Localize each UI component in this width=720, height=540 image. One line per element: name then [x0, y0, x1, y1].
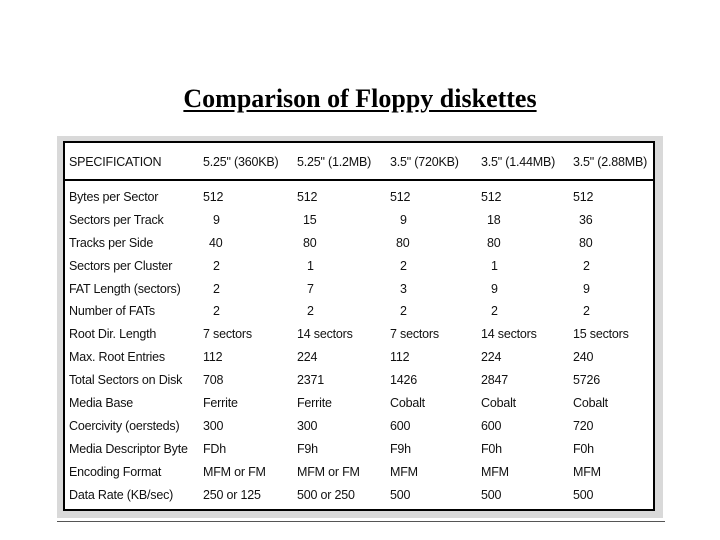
table-cell: 300 [297, 418, 318, 433]
table-cell: 2 [583, 304, 590, 319]
row-label: Tracks per Side [69, 235, 154, 250]
table-cell: 9 [400, 212, 407, 227]
table-row [65, 233, 653, 256]
table-cell: 14 sectors [481, 327, 537, 342]
comparison-table [63, 141, 655, 511]
table-cell: 7 sectors [203, 327, 252, 342]
header-cell-525-360kb: 5.25" (360KB) [203, 155, 279, 169]
row-label: Root Dir. Length [69, 327, 157, 342]
table-cell: F0h [573, 441, 594, 456]
table-cell: 9 [583, 281, 590, 296]
table-cell: 600 [481, 418, 502, 433]
table-cell: 9 [213, 212, 220, 227]
table-cell: F9h [390, 441, 411, 456]
table-cell: 2371 [297, 373, 325, 388]
table-cell: 15 sectors [573, 327, 629, 342]
table-cell: 2 [583, 258, 590, 273]
table-cell: 720 [573, 418, 594, 433]
table-row [65, 279, 653, 302]
table-cell: 7 [307, 281, 314, 296]
table-cell: 80 [579, 235, 593, 250]
row-label: Sectors per Cluster [69, 258, 173, 273]
table-cell: 2 [213, 304, 220, 319]
table-cell: 500 [390, 487, 411, 502]
row-label: Media Descriptor Byte [69, 441, 188, 456]
table-cell: 2847 [481, 373, 509, 388]
table-cell: 5726 [573, 373, 601, 388]
row-label: Total Sectors on Disk [69, 373, 183, 388]
table-cell: 600 [390, 418, 411, 433]
table-cell: Cobalt [573, 396, 608, 411]
row-label: Encoding Format [69, 464, 162, 479]
table-cell: 512 [573, 190, 594, 204]
table-cell: 512 [390, 190, 411, 204]
table-cell: 3 [400, 281, 407, 296]
table-cell: 500 [573, 487, 594, 502]
page-title-text: Comparison of Floppy diskettes [183, 84, 537, 113]
table-row [65, 439, 653, 462]
table-cell: 112 [203, 350, 223, 365]
table-row [65, 416, 653, 439]
table-cell: 9 [491, 281, 498, 296]
table-cell: 2 [400, 304, 407, 319]
table-cell: 1 [491, 258, 498, 273]
table-cell: 80 [396, 235, 410, 250]
table-cell: FDh [203, 441, 227, 456]
table-cell: MFM or FM [203, 464, 266, 479]
table-cell: F9h [297, 441, 318, 456]
table-cell: 512 [297, 190, 318, 204]
table-cell: 1426 [390, 373, 418, 388]
table-row [65, 393, 653, 416]
table-cell: 224 [297, 350, 318, 365]
table-cell: 80 [487, 235, 501, 250]
row-label: Sectors per Track [69, 212, 164, 227]
row-label: Number of FATs [69, 304, 155, 319]
table-row [65, 210, 653, 233]
table-cell: MFM or FM [297, 464, 360, 479]
table-row [65, 462, 653, 485]
table-cell: Cobalt [481, 396, 516, 411]
row-label: Coercivity (oersteds) [69, 418, 180, 433]
bottom-divider [57, 521, 665, 522]
table-cell: 36 [579, 212, 593, 227]
table-cell: 512 [203, 190, 224, 204]
table-row [65, 301, 653, 324]
table-cell: 2 [213, 258, 220, 273]
table-cell: 40 [209, 235, 223, 250]
table-cell: 500 [481, 487, 502, 502]
table-cell: MFM [481, 464, 509, 479]
table-cell: Ferrite [203, 396, 238, 411]
table-row [65, 485, 653, 508]
table-cell: 224 [481, 350, 502, 365]
table-cell: 240 [573, 350, 594, 365]
row-label: FAT Length (sectors) [69, 281, 181, 296]
table-cell: 708 [203, 373, 224, 388]
table-cell: 250 or 125 [203, 487, 261, 502]
table-cell: Ferrite [297, 396, 332, 411]
table-cell: MFM [390, 464, 418, 479]
header-cell-35-720kb: 3.5" (720KB) [390, 155, 459, 169]
table-cell: 80 [303, 235, 317, 250]
table-row [65, 347, 653, 370]
table-cell: 2 [491, 304, 498, 319]
header-cell-35-288mb: 3.5" (2.88MB) [573, 155, 648, 169]
table-cell: 1 [307, 258, 314, 273]
table-cell: 14 sectors [297, 327, 353, 342]
table-cell: 112 [390, 350, 410, 365]
table-row [65, 187, 653, 210]
table-cell: MFM [573, 464, 601, 479]
table-cell: 512 [481, 190, 502, 204]
row-label: Bytes per Sector [69, 190, 159, 204]
row-label: Data Rate (KB/sec) [69, 487, 174, 502]
table-cell: 18 [487, 212, 501, 227]
table-cell: F0h [481, 441, 502, 456]
table-cell: 7 sectors [390, 327, 439, 342]
table-body [65, 187, 653, 507]
table-cell: 2 [307, 304, 314, 319]
table-frame [57, 136, 663, 518]
row-label: Media Base [69, 396, 134, 411]
page-title [0, 84, 720, 114]
header-cell-525-12mb: 5.25" (1.2MB) [297, 155, 372, 169]
table-cell: 300 [203, 418, 224, 433]
table-row [65, 324, 653, 347]
header-cell-specification: SPECIFICATION [69, 155, 162, 169]
table-cell: 2 [213, 281, 220, 296]
table-cell: 500 or 250 [297, 487, 355, 502]
header-cell-35-144mb: 3.5" (1.44MB) [481, 155, 556, 169]
row-label: Max. Root Entries [69, 350, 165, 365]
table-row [65, 370, 653, 393]
table-row [65, 256, 653, 279]
table-header-row [65, 143, 653, 181]
table-cell: Cobalt [390, 396, 425, 411]
table-cell: 15 [303, 212, 317, 227]
table-cell: 2 [400, 258, 407, 273]
